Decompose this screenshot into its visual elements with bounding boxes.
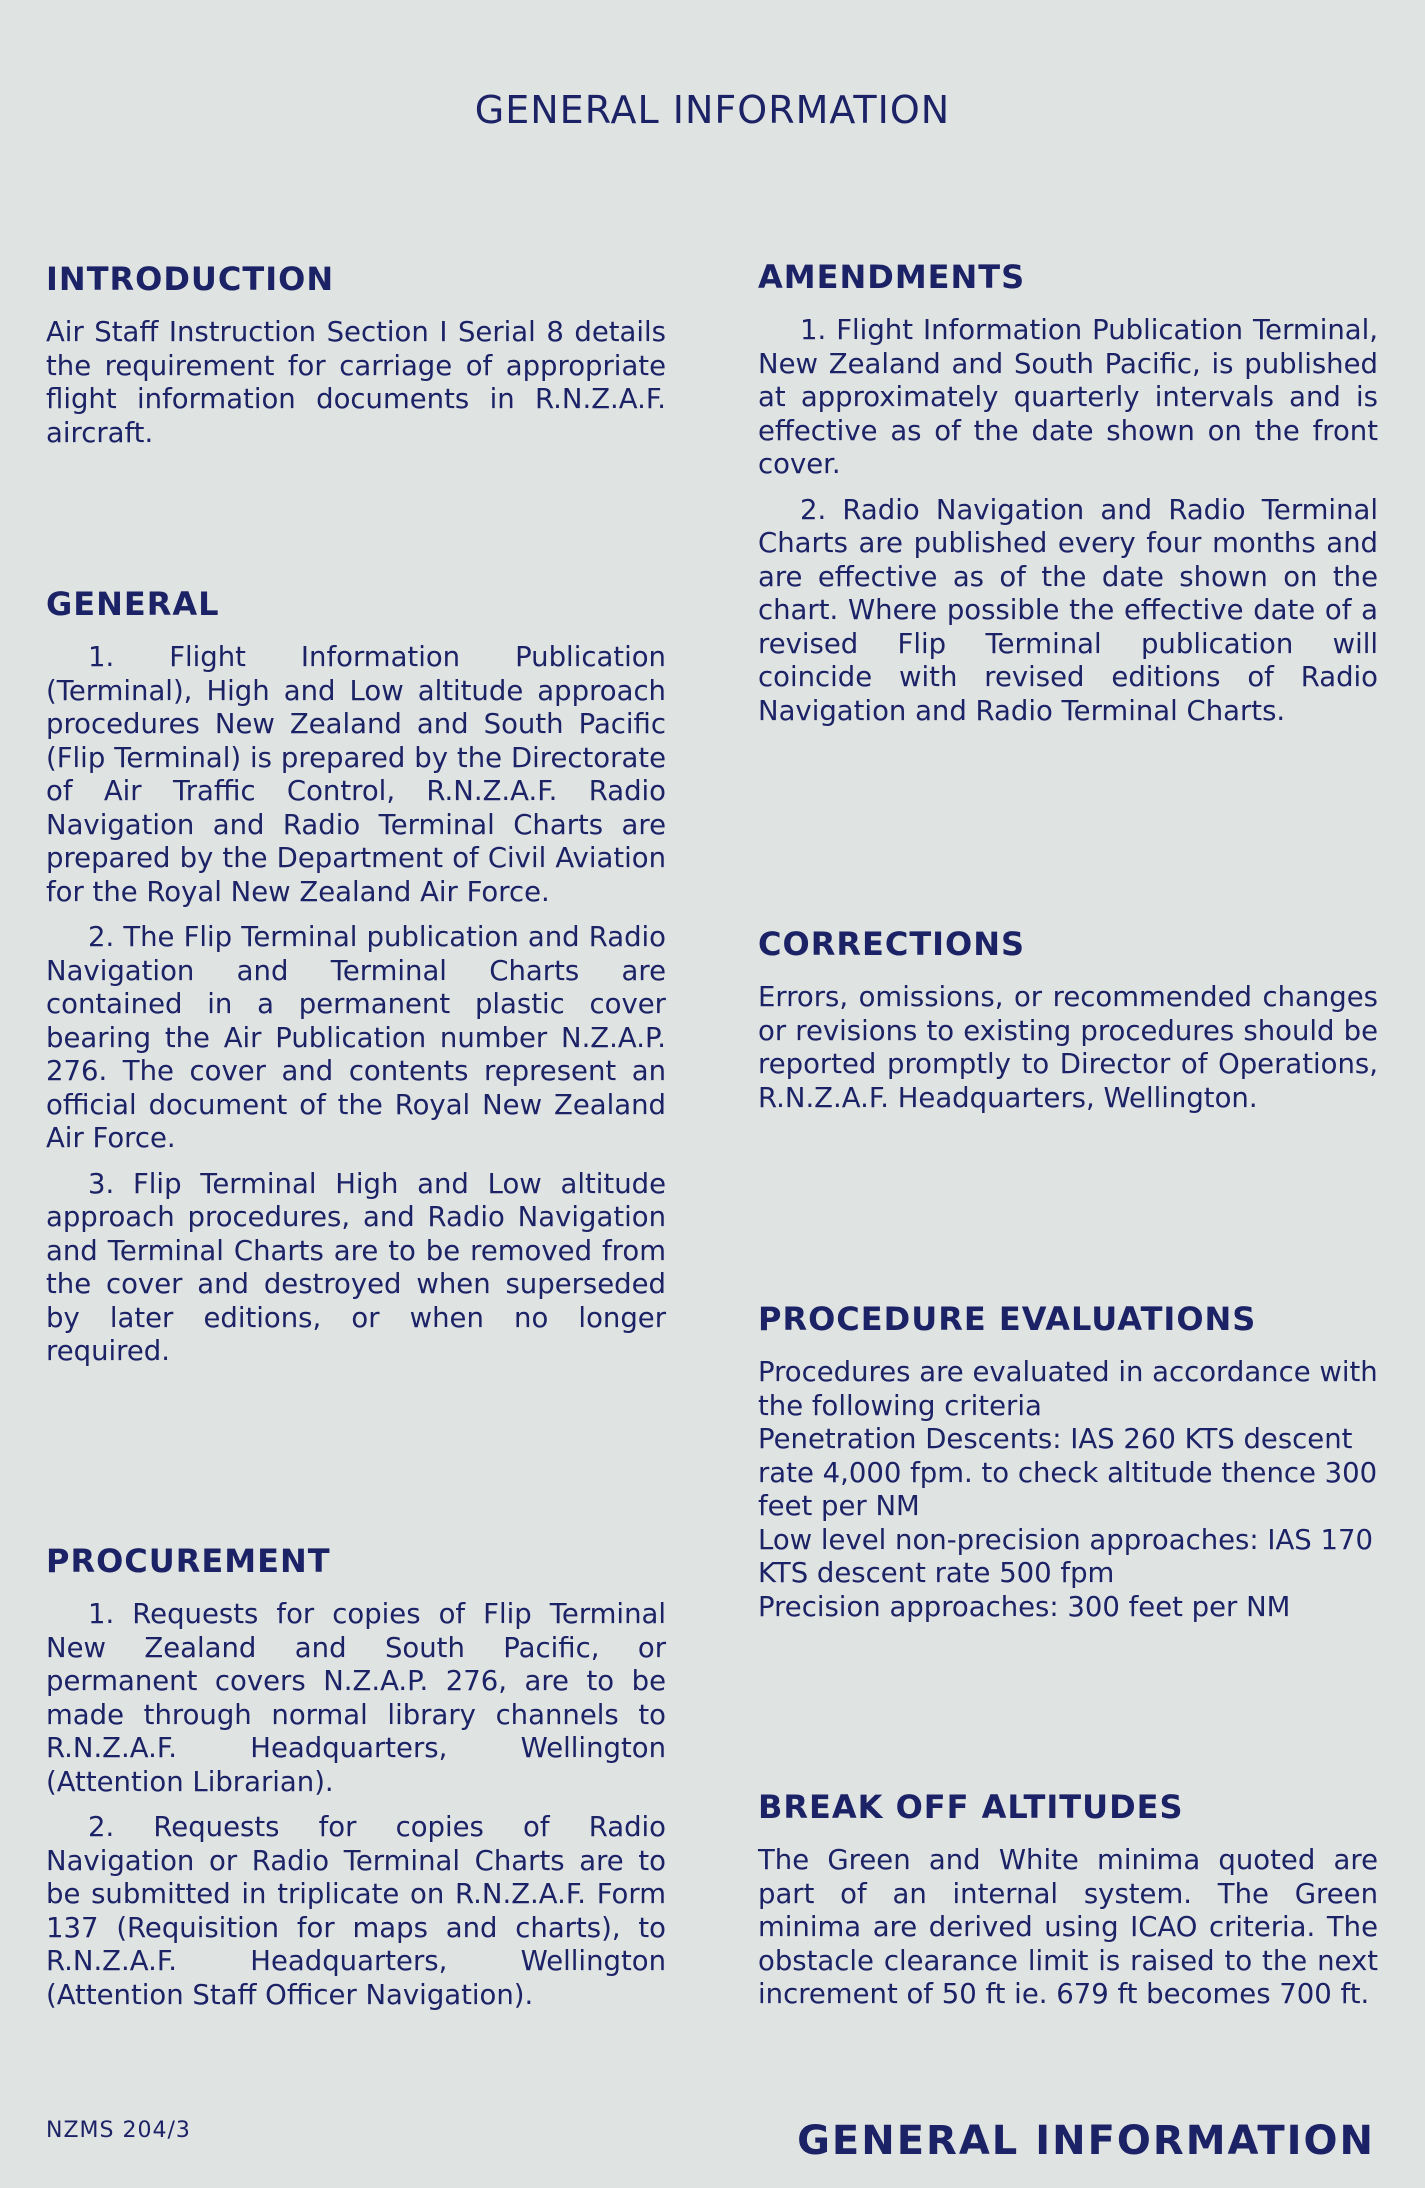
corrections-paragraph: Errors, omissions, or recommended changes or revisions to existing procedures should be reported promptly to Director of Operations, R.N.Z.A.F. Headquarters, Wellington. xyxy=(758,981,1378,1114)
page-title: GENERAL INFORMATION xyxy=(474,88,951,132)
amendments-paragraph-2: 2. Radio Navigation and Radio Terminal Charts are published every four months and are effective as of the date shown on the chart. Where possible the effective date of a revised Flip Terminal publication will coincide with revised editions of Radio Navigation and Radio Terminal Charts. xyxy=(758,493,1378,727)
corrections-heading: CORRECTIONS xyxy=(758,925,1026,963)
general-heading: GENERAL xyxy=(46,585,220,623)
amendments-paragraph-1: 1. Flight Information Publication Terminal, New Zealand and South Pacific, is published at approximately quarterly intervals and is effective as of the date shown on the front cover. xyxy=(758,314,1378,480)
general-paragraph-2: 2. The Flip Terminal publication and Radio Navigation and Terminal Charts are contained in a permanent plastic cover bearing the Air Publication number N.Z.A.P. 276. The cover and contents represent an official document of the Royal New Zealand Air Force. xyxy=(46,921,666,1154)
footer-title: GENERAL INFORMATION xyxy=(797,2118,1375,2164)
introduction-section xyxy=(46,260,666,462)
general-paragraph-1: 1. Flight Information Publication (Terminal), High and Low altitude approach procedures New Zealand and South Pacific (Flip Terminal) is prepared by the Directorate of Air Traffic Control, R.N.Z.A.F. Radio Navigation and Radio Terminal Charts are prepared by the Department of Civil Aviation for the Royal New Zealand Air Force. xyxy=(46,641,666,908)
break-off-altitudes-paragraph: The Green and White minima quoted are part of an internal system. The Green minima are derived using ICAO criteria. The obstacle clearance limit is raised to the next increment of 50 ft ie. 679 ft becomes 700 ft. xyxy=(758,1844,1378,2010)
procurement-paragraph-2: 2. Requests for copies of Radio Navigation or Radio Terminal Charts are to be submitted in triplicate on R.N.Z.A.F. Form 137 (Requisition for maps and charts), to R.N.Z.A.F. Headquarters, Wellington (Attention Staff Officer Navigation). xyxy=(46,1811,666,2011)
introduction-heading: INTRODUCTION xyxy=(46,260,335,298)
procedure-evaluations-line-4: Precision approaches: 300 feet per NM xyxy=(758,1590,1291,1623)
break-off-altitudes-section xyxy=(758,1788,1378,2024)
procedure-evaluations-line-2: Penetration Descents: IAS 260 KTS descent rate 4,000 fpm. to check altitude thence 300 feet per NM xyxy=(758,1423,1378,1522)
general-section xyxy=(46,585,666,1381)
procurement-paragraph-1: 1. Requests for copies of Flip Terminal New Zealand and South Pacific, or permanent covers N.Z.A.P. 276, are to be made through normal library channels to R.N.Z.A.F. Headquarters, Wellington (Attention Librarian). xyxy=(46,1598,666,1798)
amendments-heading: AMENDMENTS xyxy=(758,258,1026,296)
break-off-altitudes-heading: BREAK OFF ALTITUDES xyxy=(758,1788,1184,1826)
footer-code: NZMS 204/3 xyxy=(46,2118,191,2143)
procedure-evaluations-heading: PROCEDURE EVALUATIONS xyxy=(758,1300,1257,1338)
general-paragraph-3: 3. Flip Terminal High and Low altitude approach procedures, and Radio Navigation and Terminal Charts are to be removed from the cover and destroyed when superseded by later editions, or when no longer required. xyxy=(46,1167,666,1367)
procedure-evaluations-section xyxy=(758,1300,1378,1624)
amendments-section xyxy=(758,258,1378,740)
procedure-evaluations-line-3: Low level non-precision approaches: IAS 170 KTS descent rate 500 fpm xyxy=(758,1523,1373,1589)
procurement-section xyxy=(46,1542,666,2024)
introduction-paragraph: Air Staff Instruction Section I Serial 8 details the requirement for carriage of appropriate flight information documents in R.N.Z.A.F. aircraft. xyxy=(46,316,666,449)
corrections-section xyxy=(758,925,1378,1127)
procedure-evaluations-line-1: Procedures are evaluated in accordance with the following criteria xyxy=(758,1356,1378,1422)
procurement-heading: PROCUREMENT xyxy=(46,1542,331,1580)
